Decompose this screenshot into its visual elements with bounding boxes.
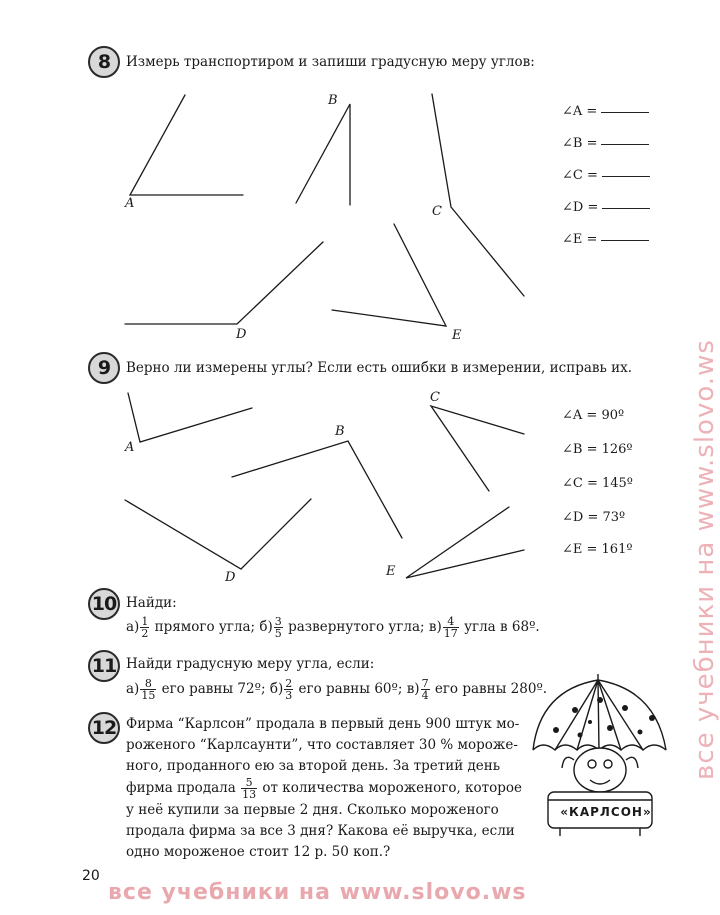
label-8-e: E: [452, 328, 462, 343]
page-number: 20: [82, 868, 100, 884]
task-11-number: 11: [88, 650, 120, 682]
answer-8-b-label: ∠B =: [562, 136, 598, 151]
answer-9-b: ∠B = 126º: [562, 442, 633, 457]
task-12-text: [126, 714, 526, 863]
task-10-items: [126, 616, 540, 639]
angle-8-e: [332, 224, 446, 326]
answer-9-c: ∠C = 145º: [562, 476, 633, 491]
watermark-side: все учебники на www.slovo.ws: [690, 339, 720, 780]
item-text: угла в 68º.: [464, 619, 540, 635]
task-12-number: 12: [88, 712, 120, 744]
label-9-b: B: [335, 424, 345, 439]
label-9-e: E: [386, 564, 396, 579]
fraction: $\frac{3}{5}$: [274, 615, 282, 640]
item-prefix: в): [428, 619, 442, 635]
task-12-line: ного, проданного ею за второй день. За третий день: [126, 758, 501, 774]
task-12-line: Фирма “Карлсон” продала в первый день 900 штук мо-: [126, 716, 520, 732]
item-text: прямого угла;: [154, 619, 256, 635]
answer-8-b: [562, 136, 649, 151]
item-prefix: а): [126, 619, 140, 635]
answer-8-b-blank[interactable]: [601, 144, 649, 145]
label-9-c: C: [430, 390, 440, 405]
task-12-line: продала фирма за все 3 дня? Какова её выручка, если: [126, 823, 515, 839]
angle-8-c: [432, 94, 524, 296]
fraction: $\frac{2}{3}$: [285, 677, 293, 702]
item-text: развернутого угла;: [288, 619, 425, 635]
fraction: $\frac{8}{15}$: [141, 677, 156, 702]
task-12-line: фирма продала $\frac{5}{13}$ от количества мороженого, которое: [126, 776, 522, 801]
task-8-number: 8: [88, 46, 120, 78]
answer-8-c-label: ∠C =: [562, 168, 598, 183]
angle-9-d: [125, 499, 311, 569]
item-text: его равны 60º;: [298, 681, 403, 697]
item-text: его равны 72º;: [161, 681, 266, 697]
answer-8-a-blank[interactable]: [601, 112, 649, 113]
answer-8-c: [562, 168, 650, 183]
fraction: $\frac{4}{17}$: [443, 615, 458, 640]
fraction: $\frac{7}{4}$: [421, 677, 429, 702]
task-12-line: одно мороженое стоит 12 р. 50 коп.?: [126, 844, 391, 860]
fraction: $\frac{1}{2}$: [141, 615, 149, 640]
answer-8-e-label: ∠E =: [562, 232, 598, 247]
angle-9-c: [431, 406, 524, 491]
task-12-line: роженого “Карлсаунти”, что составляет 30 % мороже-: [126, 737, 518, 753]
task-12-line: у неё купили за первые 2 дня. Сколько мороженого: [126, 802, 499, 818]
angle-9-a: [128, 393, 252, 442]
answer-8-a-label: ∠A =: [562, 104, 598, 119]
label-8-c: C: [432, 204, 442, 219]
answer-8-a: [562, 104, 649, 119]
label-8-a: A: [125, 196, 135, 211]
angle-8-d: [125, 242, 323, 324]
answer-8-e-blank[interactable]: [601, 240, 649, 241]
answer-8-d: [562, 200, 650, 215]
fraction: $\frac{5}{13}$: [242, 776, 257, 801]
angle-8-b: [296, 104, 350, 205]
item-prefix: б): [259, 619, 273, 635]
answer-8-c-blank[interactable]: [602, 176, 650, 177]
angle-9-e: [406, 507, 524, 578]
label-8-d: D: [236, 327, 247, 342]
item-text: его равны 280º.: [434, 681, 548, 697]
label-9-d: D: [225, 570, 236, 585]
task-9-text: Верно ли измерены углы? Если есть ошибки в измерении, исправь их.: [126, 360, 633, 376]
item-prefix: б): [269, 681, 284, 697]
task-8-text: Измерь транспортиром и запиши градусную меру углов:: [126, 54, 535, 70]
answer-9-e: ∠E = 161º: [562, 542, 633, 557]
task-9-number: 9: [88, 352, 120, 384]
item-prefix: а): [126, 681, 140, 697]
answer-8-e: [562, 232, 649, 247]
angle-8-a: [130, 95, 243, 195]
label-8-b: B: [328, 93, 338, 108]
answer-9-a: ∠A = 90º: [562, 408, 625, 423]
task-10-number: 10: [88, 588, 120, 620]
task-11-items: [126, 678, 547, 701]
item-prefix: в): [406, 681, 420, 697]
watermark-bottom: все учебники на www.slovo.ws: [108, 880, 527, 905]
answer-8-d-blank[interactable]: [602, 208, 650, 209]
label-9-a: A: [125, 440, 135, 455]
task-11-text: Найди градусную меру угла, если:: [126, 656, 375, 672]
angle-9-b: [232, 441, 402, 538]
task-10-text: Найди:: [126, 595, 177, 611]
answer-9-d: ∠D = 73º: [562, 510, 626, 525]
answer-8-d-label: ∠D =: [562, 200, 599, 215]
karlson-sign: «КАРЛСОН»: [560, 805, 652, 819]
